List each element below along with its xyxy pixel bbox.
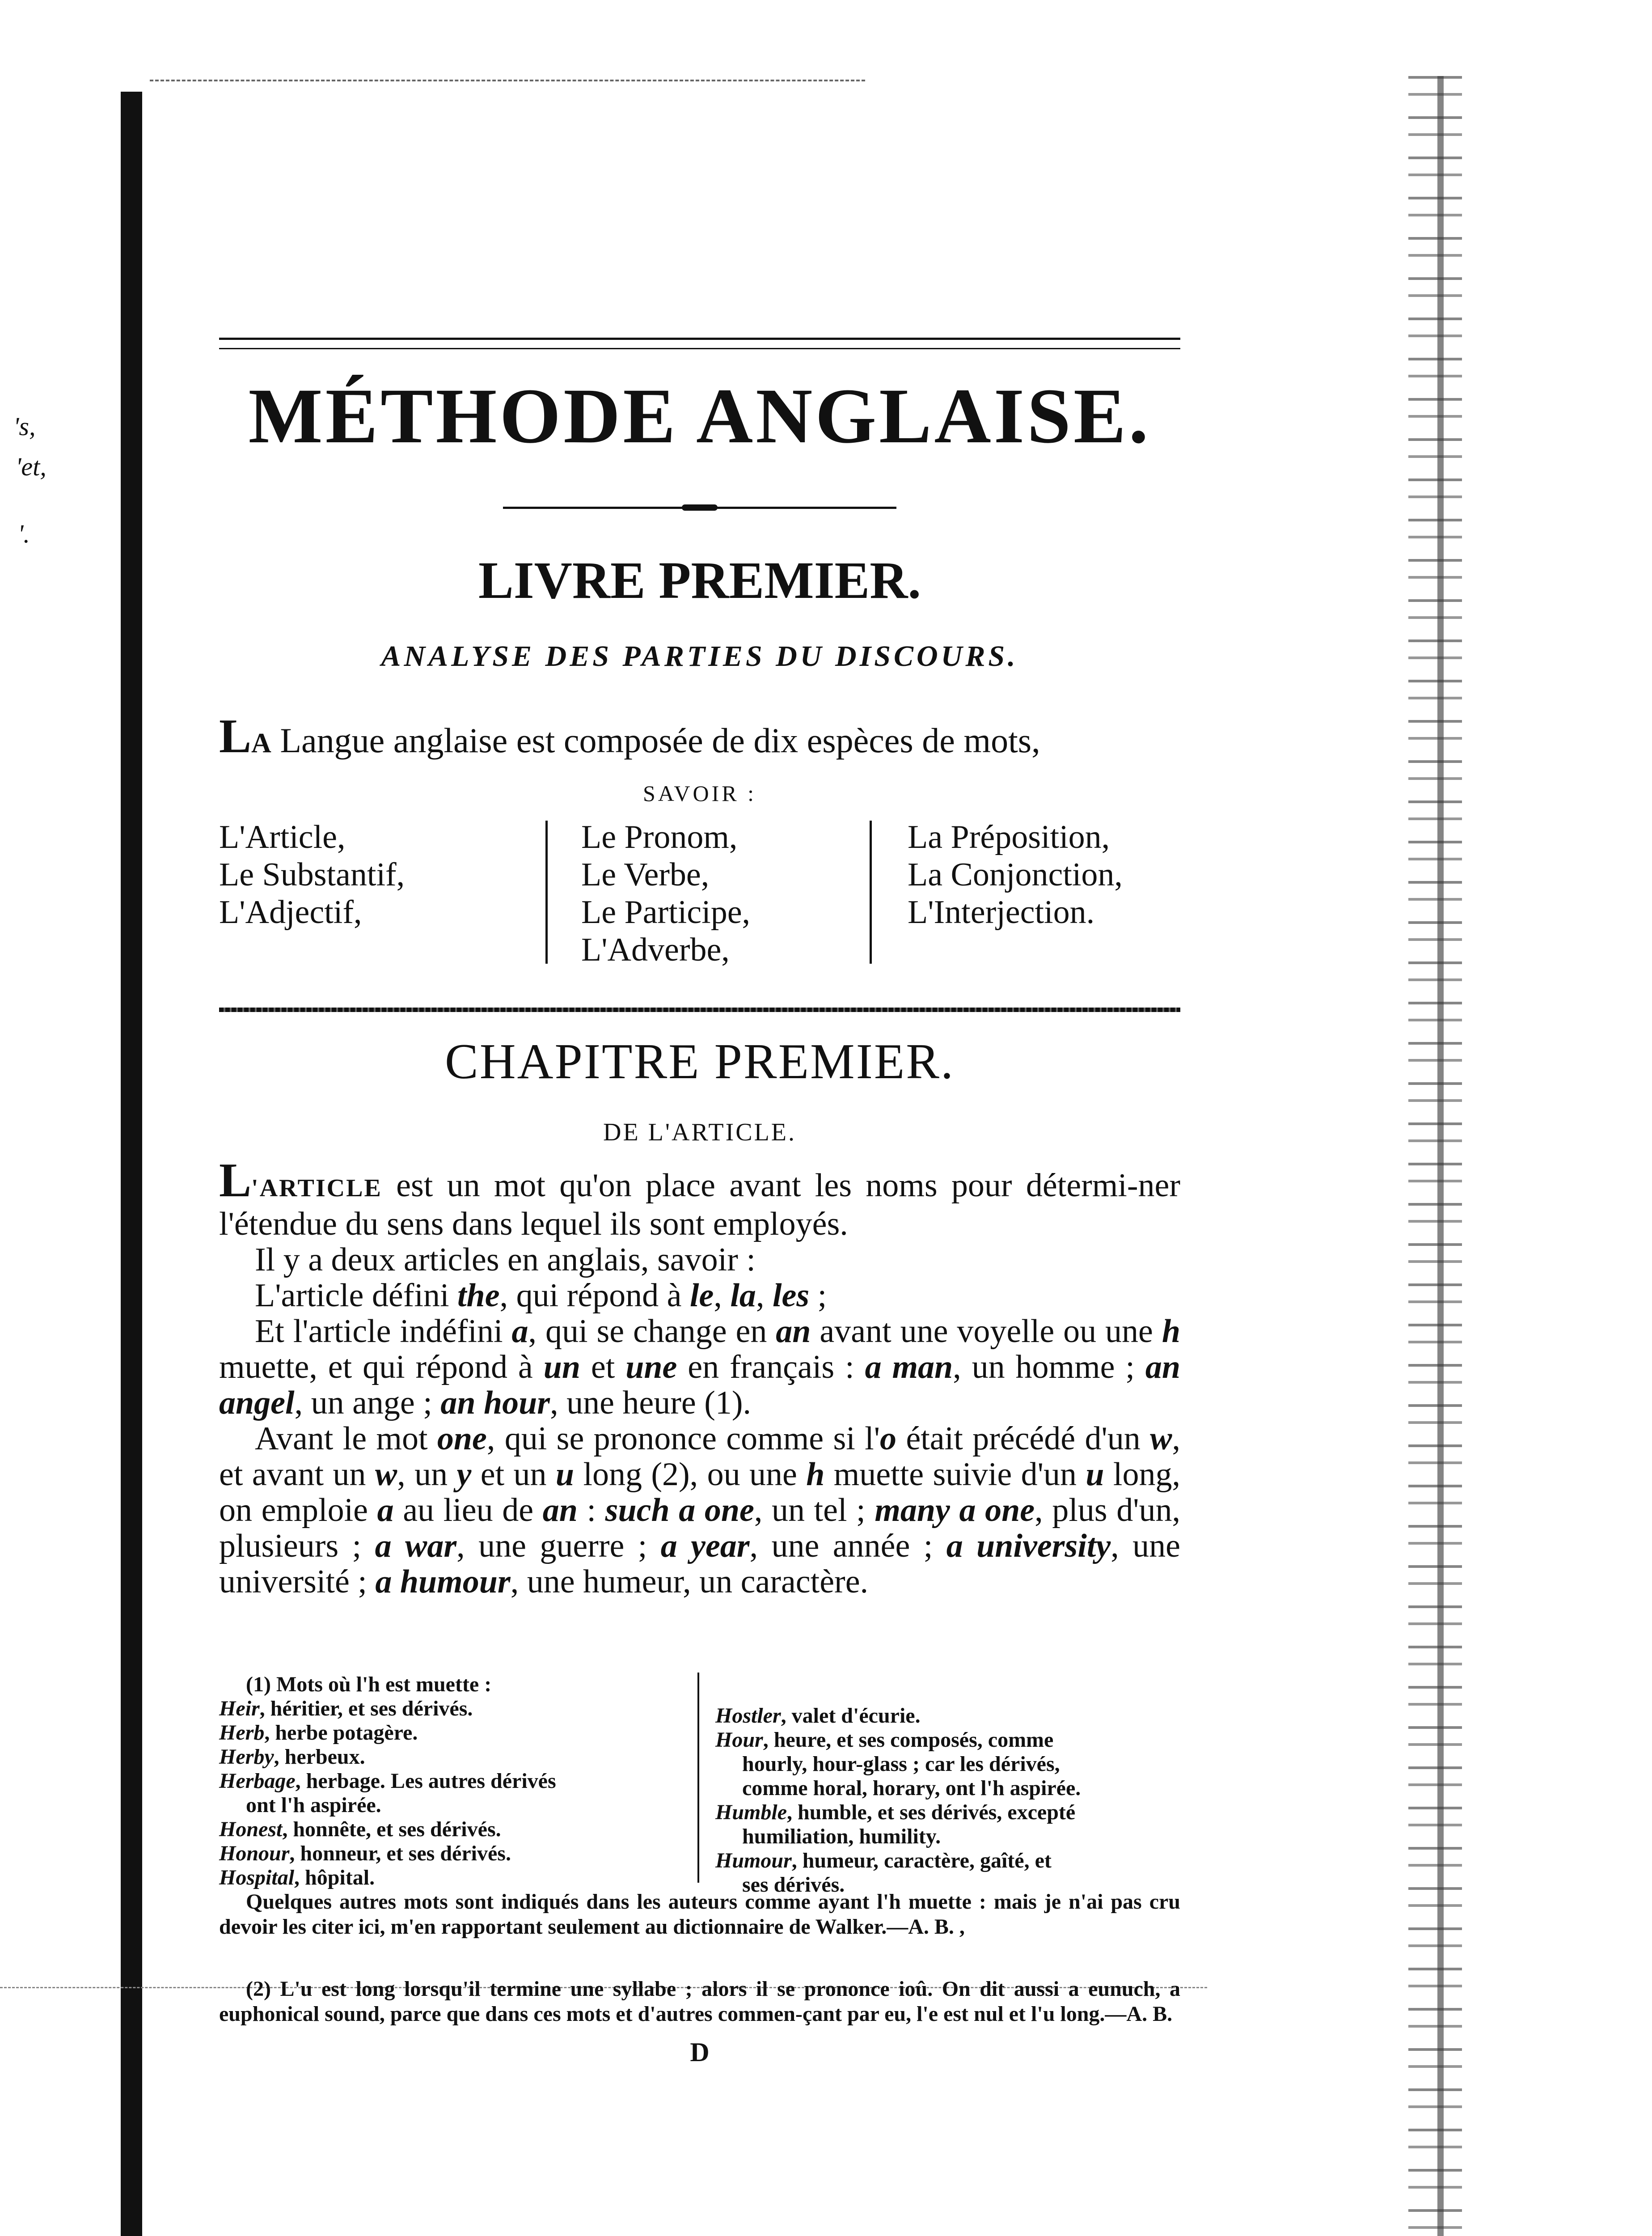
footnote-heading: (1) Mots où l'h est muette : <box>246 1673 492 1696</box>
footnote-entry: Hospital, hôpital. <box>219 1866 375 1889</box>
parts-column-1 <box>219 818 405 931</box>
parts-column-3 <box>908 818 1123 931</box>
paragraph: Avant le mot one, qui se prononce comme si l'o était précédé d'un w, et avant un w, un y et un u long (2), ou une h muette suivie d'un u long, on emploie a au lieu de an : such a one, un tel ; many a one, plus d'un, plusieurs ; a war, une guerre ; a year, une année ; a university, une université ; a humour, une humeur, un caractère. <box>219 1420 1181 1600</box>
book-subtitle: ANALYSE DES PARTIES DU DISCOURS. <box>381 640 1018 673</box>
signature-mark: D <box>690 2037 710 2067</box>
margin-note: 's, <box>13 412 36 441</box>
book-title: LIVRE PREMIER. <box>478 551 921 610</box>
footnote-entry: hourly, hour-glass ; car les dérivés, <box>742 1752 1060 1776</box>
ornament-divider <box>503 504 896 511</box>
page-title: MÉTHODE ANGLAISE. <box>248 373 1151 460</box>
footnote-entry: Heir, héritier, et ses dérivés. <box>219 1697 473 1720</box>
footnote-entry: Honest, honnête, et ses dérivés. <box>219 1817 501 1841</box>
drop-cap: L <box>219 710 252 763</box>
scan-top-dashes <box>150 80 865 81</box>
footnote-entry: Humble, humble, et ses dérivés, excepté <box>715 1800 1076 1824</box>
title-rule <box>219 338 1180 349</box>
part-item: L'Interjection. <box>908 894 1095 931</box>
footnote-2: (2) L'u est long lorsqu'il termine une syllabe ; alors il se prononce ioû. On dit aussi a eunuch, a euphonical sound, parce que dans ces mots et d'autres commen-çant par eu, l'e est nul et l'u long.—A. B. <box>219 1977 1180 2026</box>
footnote-entry: Herbage, herbage. Les autres dérivés <box>219 1769 556 1793</box>
footnote-entry: Hostler, valet d'écurie. <box>715 1704 921 1728</box>
part-item: L'Adverbe, <box>581 932 730 968</box>
footnote-entry: ses dérivés. <box>742 1873 845 1897</box>
part-item: La Conjonction, <box>908 856 1123 893</box>
scan-right-edge-line <box>1437 76 1444 2236</box>
savoir-label: SAVOIR : <box>642 781 757 806</box>
part-item: L'Adjectif, <box>219 894 362 931</box>
scan-binding-shadow <box>121 92 142 2236</box>
part-item: L'Article, <box>219 819 346 855</box>
section-divider <box>219 1008 1180 1012</box>
part-item: Le Verbe, <box>581 856 710 893</box>
parts-column-2 <box>581 818 750 969</box>
paragraph: L'ARTICLE est un mot qu'on place avant les noms pour détermi-ner l'étendue du sens dans lequel ils sont employés. <box>219 1154 1180 1242</box>
footnote-1-left <box>219 1673 689 1890</box>
part-item: Le Substantif, <box>219 856 405 893</box>
footnote-1-right <box>715 1704 1189 1897</box>
paragraph: Et l'article indéfini a, qui se change en an avant une voyelle ou une h muette, et qui répond à un et une en français : a man, un homme ; an angel, un ange ; an hour, une heure (1). <box>219 1313 1180 1421</box>
footnote-entry: Humour, humeur, caractère, gaîté, et <box>715 1849 1052 1872</box>
footnote-divider <box>697 1673 699 1883</box>
footnote-entry: Herb, herbe potagère. <box>219 1721 418 1745</box>
intro-sentence: LA Langue anglaise est composée de dix espèces de mots, <box>219 710 1040 763</box>
footnote-entry: ont l'h aspirée. <box>246 1793 381 1817</box>
margin-note: '. <box>18 519 30 548</box>
footnote-1-note: Quelques autres mots sont indiqués dans les auteurs comme ayant l'h muette : mais je n'ai pas cru devoir les citer ici, m'en rapportant seulement au dictionnaire de Walker.—A. B. , <box>219 1890 1180 1939</box>
footnote-entry: Hour, heure, et ses composés, comme <box>715 1728 1054 1752</box>
body-text <box>219 1154 1181 1600</box>
paragraph: L'article défini the, qui répond à le, la, les ; <box>255 1277 827 1314</box>
part-item: La Préposition, <box>908 819 1110 855</box>
footnote-entry: Honour, honneur, et ses dérivés. <box>219 1842 511 1865</box>
part-item: Le Pronom, <box>581 819 738 855</box>
footnote-entry: humiliation, humility. <box>742 1825 941 1848</box>
part-item: Le Participe, <box>581 894 751 931</box>
chapter-title: CHAPITRE PREMIER. <box>445 1034 955 1089</box>
chapter-subtitle: DE L'ARTICLE. <box>603 1118 796 1146</box>
footnote-entry: comme horal, horary, ont l'h aspirée. <box>742 1776 1081 1800</box>
footnote-entry: Herby, herbeux. <box>219 1745 365 1769</box>
scan-right-edge-noise <box>1408 76 1462 2236</box>
margin-note: 'et, <box>16 452 46 481</box>
paragraph: Il y a deux articles en anglais, savoir : <box>255 1241 756 1278</box>
column-divider <box>870 821 872 964</box>
column-divider <box>545 821 548 964</box>
